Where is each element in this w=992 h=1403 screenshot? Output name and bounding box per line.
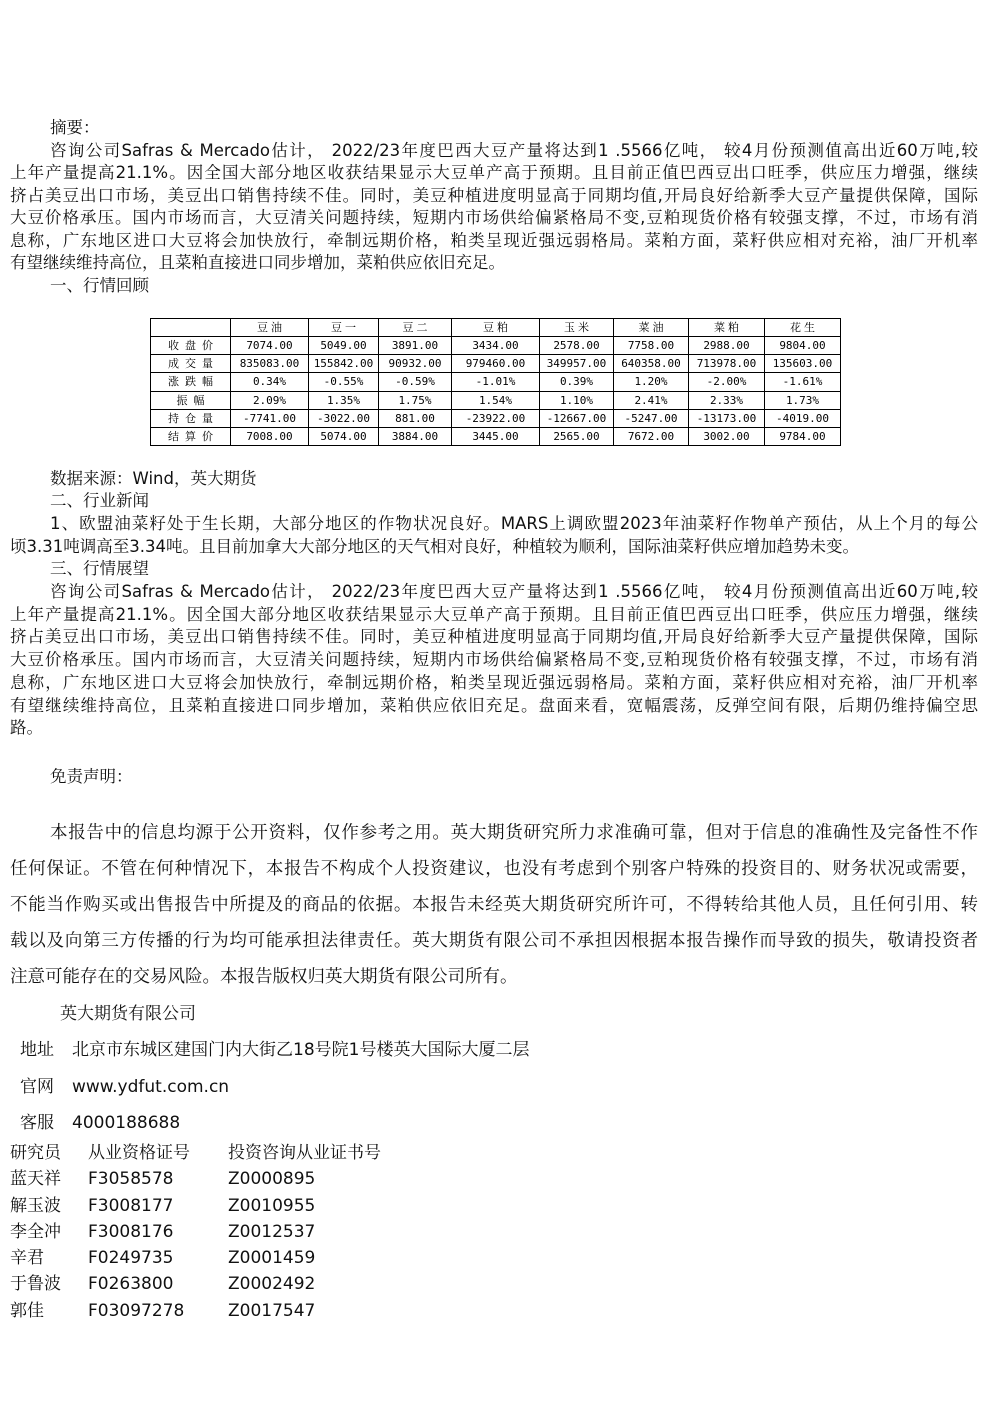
table-cell: 2.33% (689, 391, 765, 409)
researcher-name: 郭佳 (10, 1300, 44, 1321)
table-cell: -5247.00 (614, 409, 689, 427)
industry-news-heading: 二、行业新闻 (50, 491, 149, 511)
table-cell: 1.73% (765, 391, 841, 409)
row-label: 收盘价 (151, 337, 231, 355)
market-review-heading: 一、行情回顾 (50, 275, 149, 295)
table-row (151, 355, 841, 373)
table-cell: 2.09% (231, 391, 309, 409)
table-cell: -0.55% (309, 373, 379, 391)
header-consult-license: 投资咨询从业证书号 (228, 1143, 381, 1163)
table-cell: -12667.00 (540, 409, 614, 427)
researcher-consult-license: Z0010955 (228, 1195, 316, 1216)
disclaimer-heading-wrap (10, 766, 978, 788)
column-header: 玉米 (540, 319, 614, 337)
researcher-license: F0249735 (88, 1248, 174, 1269)
researchers-header (0, 1140, 992, 1166)
table-cell: 1.54% (452, 391, 540, 409)
researcher-name: 蓝天祥 (10, 1169, 61, 1190)
researcher-row (0, 1245, 992, 1271)
outlook-line: 有望继续维持高位，且菜粕直接进口同步增加，菜粕供应依旧充足。盘面来看，宽幅震荡，反弹空间有限，后期仍维持偏空思 (10, 695, 978, 715)
table-cell: -2.00% (689, 373, 765, 391)
table-row (151, 391, 841, 409)
researcher-row (0, 1193, 992, 1219)
table-row (151, 373, 841, 391)
table-cell: 713978.00 (689, 355, 765, 373)
report-body-section (10, 468, 978, 740)
researcher-name: 辛君 (10, 1248, 44, 1269)
table-cell: 7758.00 (614, 337, 689, 355)
table-cell: 90932.00 (379, 355, 452, 373)
table-cell: -3022.00 (309, 409, 379, 427)
table-cell: 9804.00 (765, 337, 841, 355)
table-cell: 2578.00 (540, 337, 614, 355)
table-cell: 835083.00 (231, 355, 309, 373)
column-header: 豆粕 (452, 319, 540, 337)
service-row (0, 1105, 992, 1141)
column-header: 花生 (765, 319, 841, 337)
summary-line: 大豆价格承压。国内市场而言，大豆清关问题持续，短期内市场供给偏紧格局不变,豆粕现货价格有较强支撑，不过，市场有消 (10, 208, 978, 227)
researcher-consult-license: Z0017547 (228, 1300, 316, 1321)
disclaimer-section (10, 815, 978, 995)
summary-line: 挤占美豆出口市场，美豆出口销售持续不佳。同时，美豆种植进度明显高于同期均值,开局良好给新季大豆产量提供保障，国际 (10, 185, 978, 205)
table-cell: 349957.00 (540, 355, 614, 373)
table-cell: -4019.00 (765, 409, 841, 427)
table-cell: 2565.00 (540, 427, 614, 445)
table-cell: -23922.00 (452, 409, 540, 427)
table-cell: 0.39% (540, 373, 614, 391)
address-value: 北京市东城区建国门内大街乙18号院1号楼英大国际大厦二层 (72, 1040, 530, 1061)
row-label: 结算价 (151, 427, 231, 445)
table-cell: 3884.00 (379, 427, 452, 445)
column-header: 菜油 (614, 319, 689, 337)
table-cell: -1.61% (765, 373, 841, 391)
news-line: 1、欧盟油菜籽处于生长期，大部分地区的作物状况良好。MARS上调欧盟2023年油菜籽作物单产预估，从上个月的每公 (50, 513, 978, 533)
website-row (0, 1069, 992, 1105)
summary-line: 有望继续维持高位，且菜粕直接进口同步增加，菜粕供应依旧充足。 (10, 253, 505, 272)
table-cell: 1.35% (309, 391, 379, 409)
disclaimer-line: 不能当作购买或出售报告中所提及的商品的依据。本报告未经英大期货研究所许可，不得转给其他人员，且任何引用、转 (10, 895, 978, 915)
table-cell: 881.00 (379, 409, 452, 427)
row-label: 涨跌幅 (151, 373, 231, 391)
news-line: 顷3.31吨调高至3.34吨。且目前加拿大大部分地区的天气相对良好，种植较为顺利，国际油菜籽供应增加趋势未变。 (10, 536, 859, 556)
researcher-row (0, 1298, 992, 1324)
service-label: 客服 (20, 1112, 54, 1133)
corner-cell (151, 319, 231, 337)
table-cell: 1.75% (379, 391, 452, 409)
row-label: 成交量 (151, 355, 231, 373)
summary-line: 咨询公司Safras & Mercado估计， 2022/23年度巴西大豆产量将达到1 .5566亿吨， 较4月份预测值高出近60万吨,较 (50, 140, 978, 160)
outlook-line: 上年产量提高21.1%。因全国大部分地区收获结果显示大豆单产高于预期。且目前正值巴西豆出口旺季，供应压力增强，继续 (10, 604, 978, 624)
table-cell: 135603.00 (765, 355, 841, 373)
table-cell: 640358.00 (614, 355, 689, 373)
table-cell: 0.34% (231, 373, 309, 391)
address-row (0, 1032, 992, 1068)
table-cell: 3891.00 (379, 337, 452, 355)
outlook-line: 路。 (10, 718, 43, 738)
table-cell: 3002.00 (689, 427, 765, 445)
column-header: 豆二 (379, 319, 452, 337)
header-name: 研究员 (10, 1143, 61, 1163)
table-cell: 2.41% (614, 391, 689, 409)
table-row (151, 337, 841, 355)
address-label: 地址 (20, 1040, 54, 1061)
researcher-consult-license: Z0001459 (228, 1248, 316, 1269)
table-cell: 3434.00 (452, 337, 540, 355)
column-header: 豆油 (231, 319, 309, 337)
table-cell: 3445.00 (452, 427, 540, 445)
table-cell: -7741.00 (231, 409, 309, 427)
company-name: 英大期货有限公司 (60, 1004, 196, 1024)
outlook-line: 大豆价格承压。国内市场而言，大豆清关问题持续，短期内市场供给偏紧格局不变,豆粕现货价格有较强支撑，不过，市场有消 (10, 650, 978, 670)
researcher-consult-license: Z0002492 (228, 1274, 316, 1295)
outlook-heading: 三、行情展望 (50, 559, 149, 579)
outlook-line: 息称，广东地区进口大豆将会加快放行，牵制远期价格，粕类呈现近强远弱格局。菜粕方面，菜籽供应相对充裕，油厂开机率 (10, 672, 978, 692)
summary-line: 上年产量提高21.1%。因全国大部分地区收获结果显示大豆单产高于预期。且目前正值巴西豆出口旺季，供应压力增强，继续 (10, 163, 978, 182)
website-value: www.ydfut.com.cn (72, 1076, 230, 1097)
researcher-row (0, 1219, 992, 1245)
data-source: 数据来源：Wind，英大期货 (50, 468, 257, 488)
table-cell: 1.20% (614, 373, 689, 391)
header-license: 从业资格证号 (88, 1143, 190, 1163)
table-header-row (151, 319, 841, 337)
researcher-row (0, 1271, 992, 1297)
table-cell: 5074.00 (309, 427, 379, 445)
table-cell: 9784.00 (765, 427, 841, 445)
researcher-consult-license: Z0012537 (228, 1221, 316, 1242)
researcher-license: F3058578 (88, 1169, 174, 1190)
table-row (151, 409, 841, 427)
researcher-consult-license: Z0000895 (228, 1169, 316, 1190)
researcher-row (0, 1166, 992, 1192)
disclaimer-line: 本报告中的信息均源于公开资料，仅作参考之用。英大期货研究所力求准确可靠，但对于信息的准确性及完备性不作 (50, 823, 978, 843)
table-cell: 979460.00 (452, 355, 540, 373)
summary-section (10, 117, 978, 297)
website-label: 官网 (20, 1076, 54, 1097)
disclaimer-line: 任何保证。不管在何种情况下，本报告不构成个人投资建议，也没有考虑到个别客户特殊的投资目的、财务状况或需要， (10, 859, 978, 879)
column-header: 菜粕 (689, 319, 765, 337)
outlook-line: 挤占美豆出口市场，美豆出口销售持续不佳。同时，美豆种植进度明显高于同期均值,开局良好给新季大豆产量提供保障，国际 (10, 627, 978, 647)
researcher-name: 李全冲 (10, 1221, 61, 1242)
disclaimer-line: 载以及向第三方传播的行为均可能承担法律责任。英大期货有限公司不承担因根据本报告操作而导致的损失，敬请投资者 (10, 931, 978, 951)
table-cell: 5049.00 (309, 337, 379, 355)
table-cell: 1.10% (540, 391, 614, 409)
researcher-name: 于鲁波 (10, 1274, 61, 1295)
table-cell: -0.59% (379, 373, 452, 391)
summary-line: 息称，广东地区进口大豆将会加快放行，牵制远期价格，粕类呈现近强远弱格局。菜粕方面，菜籽供应相对充裕，油厂开机率 (10, 230, 978, 250)
researcher-license: F03097278 (88, 1300, 185, 1321)
column-header: 豆一 (309, 319, 379, 337)
row-label: 持仓量 (151, 409, 231, 427)
researcher-license: F3008177 (88, 1195, 174, 1216)
table-cell: 155842.00 (309, 355, 379, 373)
row-label: 振幅 (151, 391, 231, 409)
table-row (151, 427, 841, 445)
researchers-list (0, 1140, 992, 1324)
table-cell: -13173.00 (689, 409, 765, 427)
table-cell: 7008.00 (231, 427, 309, 445)
table-cell: 2988.00 (689, 337, 765, 355)
table-cell: -1.01% (452, 373, 540, 391)
summary-title: 摘要： (50, 118, 100, 137)
outlook-line: 咨询公司Safras & Mercado估计， 2022/23年度巴西大豆产量将达到1 .5566亿吨， 较4月份预测值高出近60万吨,较 (50, 582, 978, 602)
disclaimer-line: 注意可能存在的交易风险。本报告版权归英大期货有限公司所有。 (10, 967, 518, 987)
disclaimer-heading: 免责声明： (50, 767, 133, 786)
service-value: 4000188688 (72, 1112, 181, 1133)
researcher-license: F0263800 (88, 1274, 174, 1295)
market-quotes-table (150, 318, 841, 446)
company-info (0, 996, 992, 1141)
researcher-name: 解玉波 (10, 1195, 61, 1216)
researcher-license: F3008176 (88, 1221, 174, 1242)
table-cell: 7074.00 (231, 337, 309, 355)
table-cell: 7672.00 (614, 427, 689, 445)
